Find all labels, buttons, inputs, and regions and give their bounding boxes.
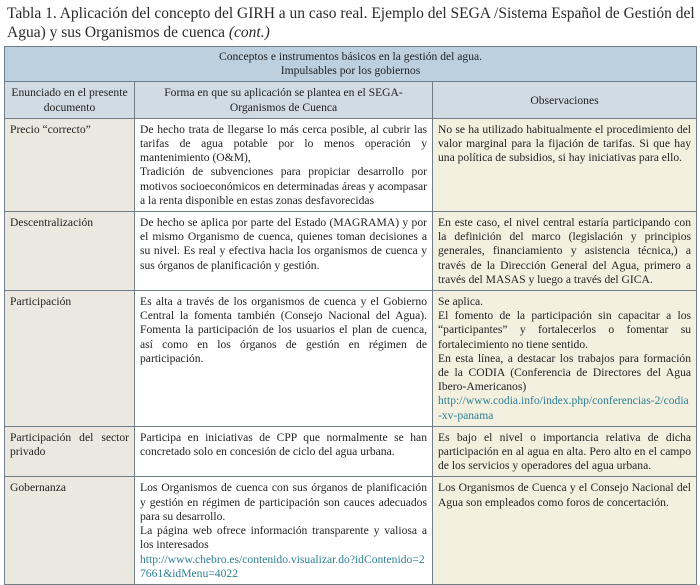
table-caption	[7, 4, 695, 42]
table-group-header-row	[5, 47, 697, 82]
observation-paragraph: En esta línea, a destacar los trabajos para formación de la CODIA (Conferencia de Directores del Agua Ibero-Americanos)	[438, 351, 692, 394]
row-observations	[433, 118, 697, 211]
column-header-forma: Forma en que su aplicación se plantea en el SEGA-Organismos de Cuenca	[135, 82, 433, 118]
row-description	[135, 212, 433, 291]
chebro-link[interactable]: http://www.chebro.es/contenido.visualizar.do?idContenido=27661&idMenu=4022	[140, 552, 425, 580]
description-paragraph: Es alta a través de los organismos de cuenca y el Gobierno Central la fomenta también (Consejo Nacional del Agua). Fomenta la participación de los usuarios el plan de cuenca, así como en los órganos de gestión en régimen de participación.	[140, 295, 427, 365]
codia-link[interactable]: http://www.codia.info/index.php/conferencias-2/codia-xv-panama	[438, 394, 689, 422]
girh-table	[4, 46, 697, 585]
group-header-line2: Impulsables por los gobiernos	[280, 64, 421, 78]
caption-suffix: (cont.)	[228, 24, 270, 41]
table-column-header-row	[5, 82, 697, 118]
description-paragraph: La página web ofrece información transparente y valiosa a los interesados	[140, 524, 427, 552]
table-row	[5, 426, 697, 477]
column-header-enunciado: Enunciado en el presente documento	[5, 82, 135, 118]
row-label: Gobernanza	[5, 477, 135, 584]
observation-paragraph: El fomento de la participación sin capacitar a los “participantes” y fortalecerlos o fomentar su fortalecimiento no tiene sentido.	[438, 309, 692, 351]
table-row	[5, 118, 697, 211]
row-description	[135, 426, 433, 477]
row-description	[135, 291, 433, 427]
description-paragraph: Tradición de subvenciones para propiciar desarrollo por motivos socioeconómicos en determinadas áreas y acompasar a la renta disponible en estas zonas desfavorecidas	[140, 165, 427, 207]
table-row	[5, 291, 697, 427]
row-observations	[433, 212, 697, 291]
description-paragraph: Los Organismos de cuenca con sus órganos de planificación y gestión en régimen de participación son cauces adecuados para su desarrollo.	[140, 481, 427, 523]
row-label: Precio “correcto”	[5, 118, 135, 211]
group-header-line1: Conceptos e instrumentos básicos en la gestión del agua.	[218, 50, 483, 63]
observation-paragraph: Se aplica.	[438, 295, 484, 309]
row-description	[135, 477, 433, 584]
row-label: Participación	[5, 291, 135, 427]
row-observations	[433, 291, 697, 427]
row-description	[135, 118, 433, 211]
caption-text: Tabla 1. Aplicación del concepto del GIRH a un caso real. Ejemplo del SEGA /Sistema Español de Gestión del Agua) y sus Organismos de cuenca	[7, 5, 695, 41]
group-header	[5, 47, 697, 82]
observation-paragraph: En este caso, el nivel central estaría participando con la definición del marco (legislación y principios generales, financiamiento y asistencia técnica,) a través de la Dirección General del Agua, primero a través del MASAS y luego a través del GICA.	[438, 216, 692, 286]
column-header-observaciones: Observaciones	[433, 82, 697, 118]
table-row	[5, 212, 697, 291]
observation-paragraph: Los Organismos de Cuenca y el Consejo Nacional del Agua son empleados como foros de concertación.	[438, 481, 692, 509]
description-paragraph: Participa en iniciativas de CPP que normalmente se han concretado solo en concesión de ciclo del agua urbana.	[140, 430, 427, 459]
description-paragraph: De hecho trata de llegarse lo más cerca posible, al cubrir las tarifas de agua potable por lo menos operación y mantenimiento (O&M),	[140, 122, 427, 165]
observation-paragraph: No se ha utilizado habitualmente el procedimiento del valor marginal para la fijación de tarifas. Si que hay una política de subsidios, si hay iniciativas para ello.	[438, 122, 692, 165]
row-label: Participación del sector privado	[5, 426, 135, 477]
table-row	[5, 477, 697, 584]
description-paragraph: De hecho se aplica por parte del Estado (MAGRAMA) y por el mismo Organismo de cuenca, quienes toman decisiones a su nivel. Es real y efectiva hacia los organismos de cuenca y sus órganos de planificación y gestión.	[140, 216, 427, 272]
row-observations	[433, 426, 697, 477]
row-observations	[433, 477, 697, 584]
row-label: Descentralización	[5, 212, 135, 291]
observation-paragraph: Es bajo el nivel o importancia relativa de dicha participación en al agua en alta. Pero alto en el campo de los servicios y operadores del agua urbana.	[438, 430, 692, 473]
